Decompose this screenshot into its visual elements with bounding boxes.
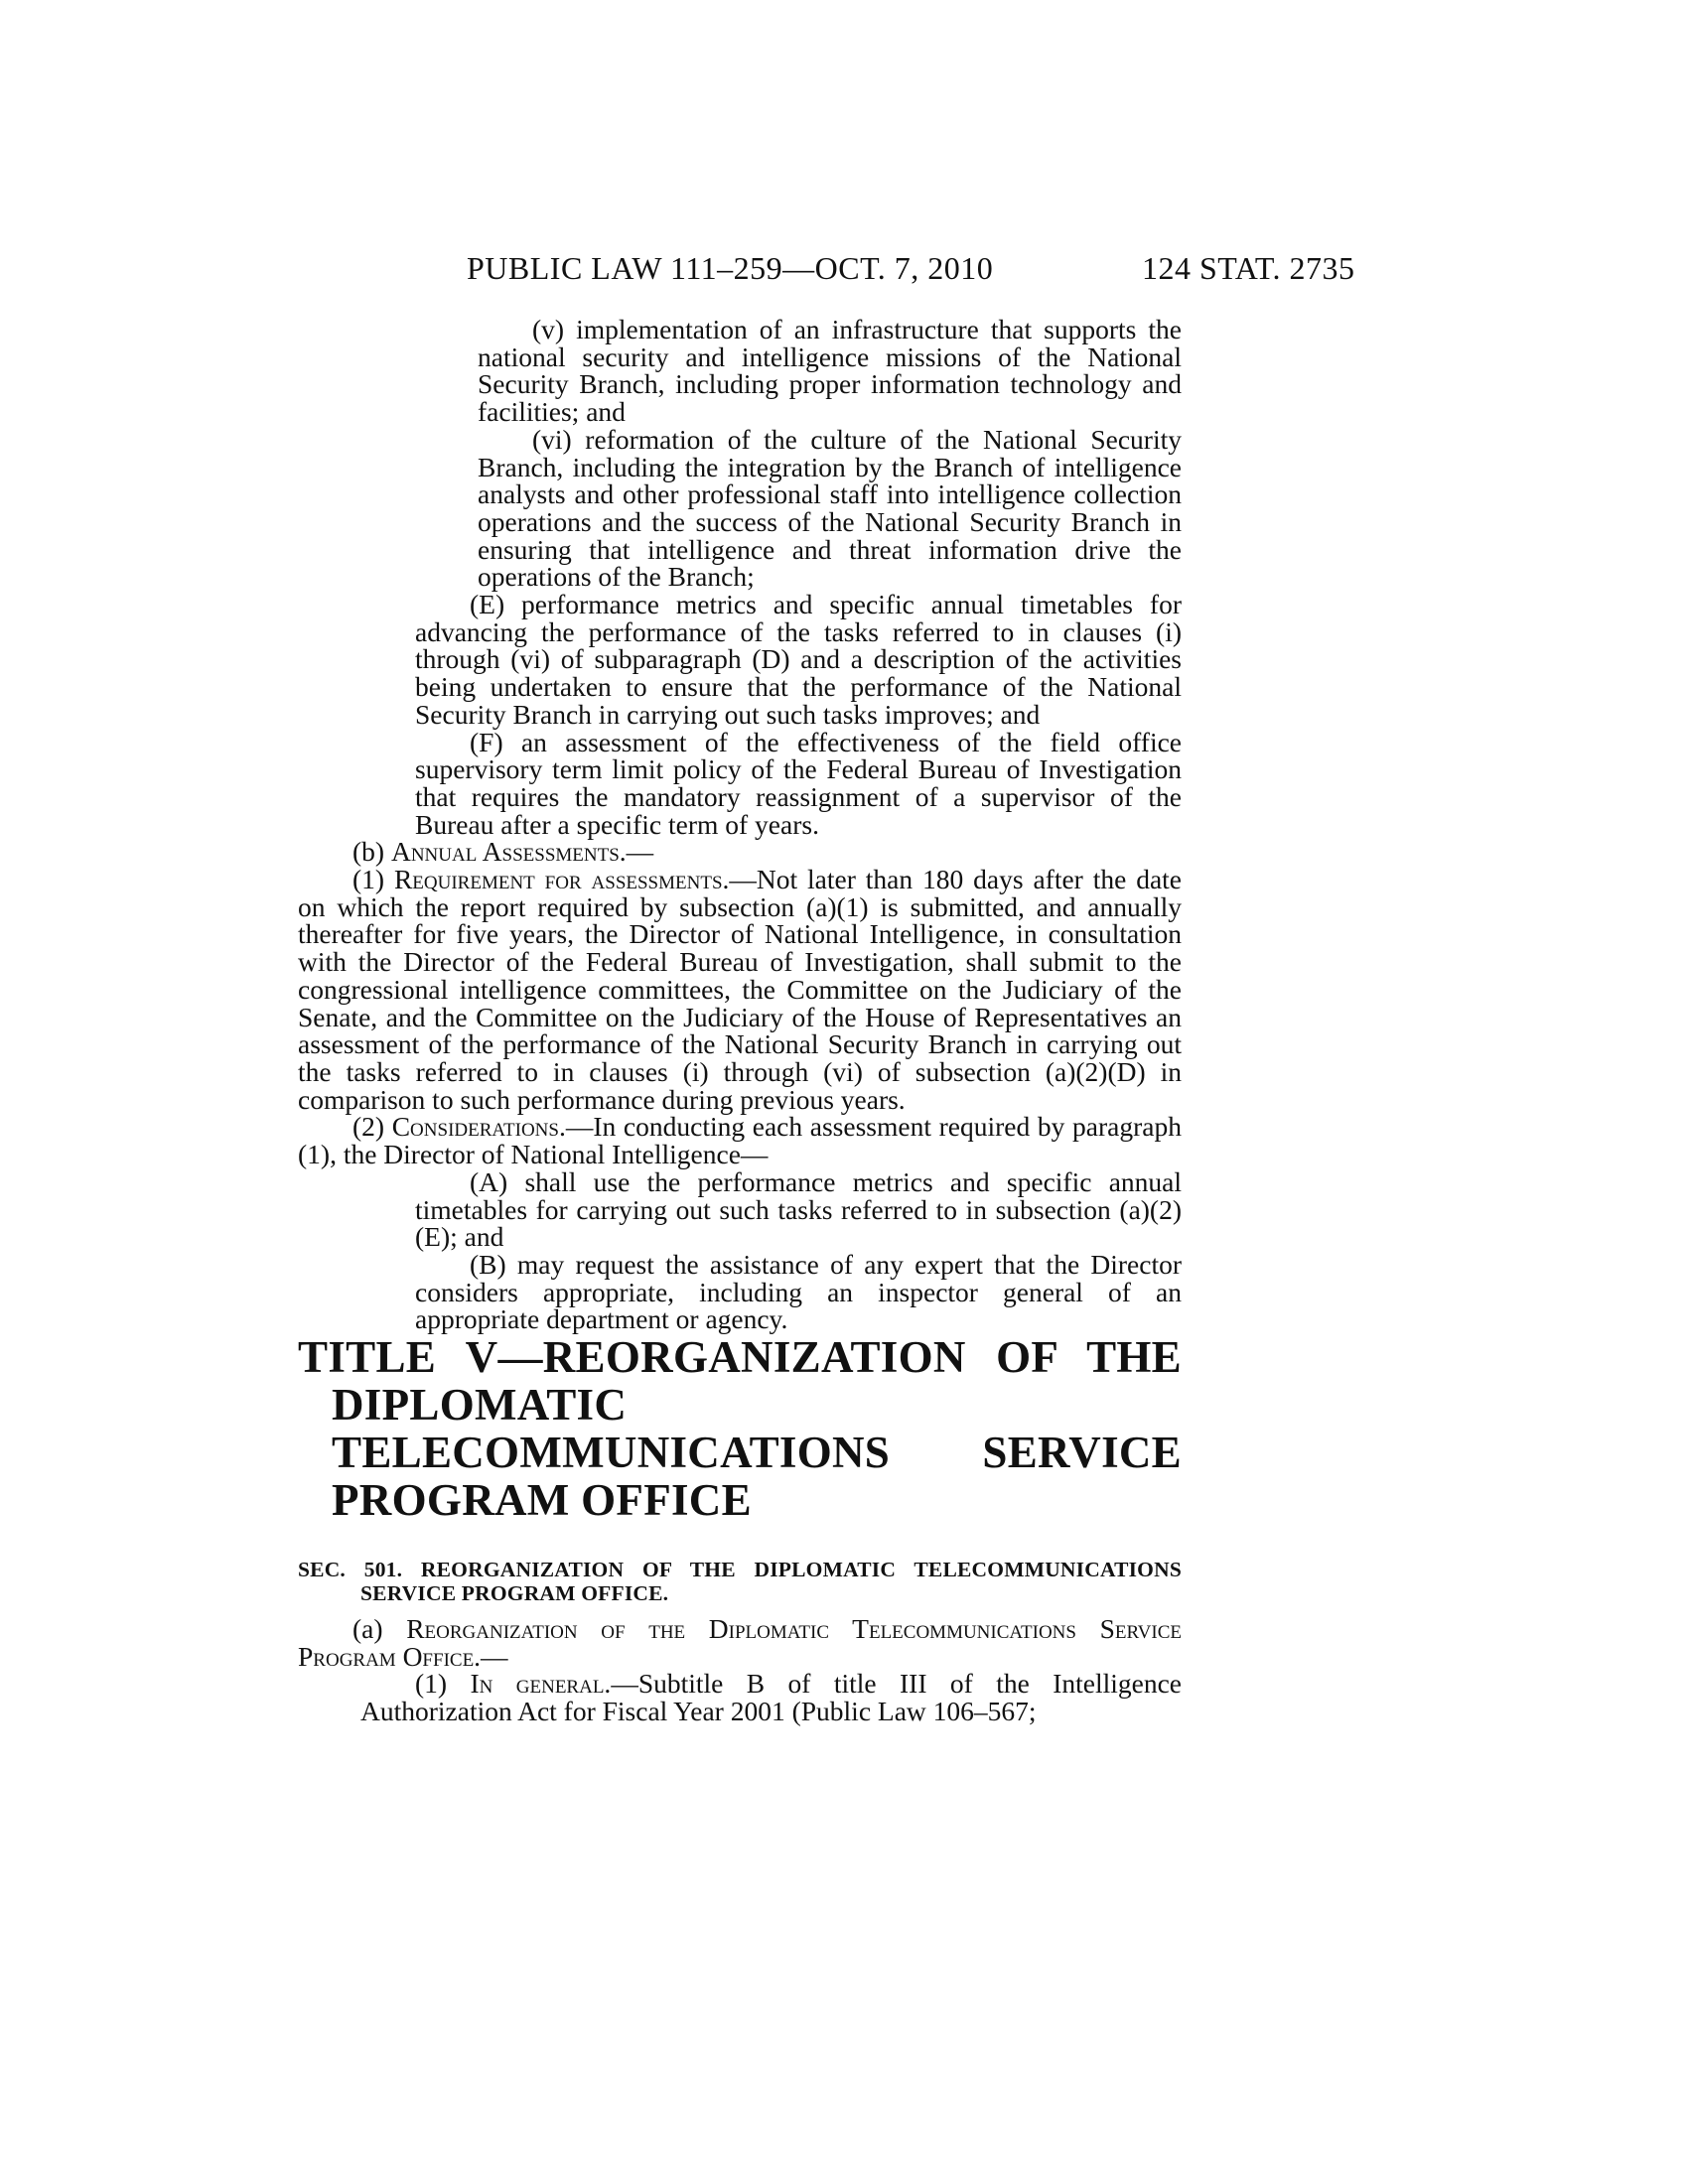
paragraph-1-text: —Not later than 180 days after the date on which the report required by subsection (a)(1) is submitted, and annually thereafter for five years, the Director of National Intelligence, in consultation with the Director of the Federal Bureau of Investigation, shall submit to the congressional intelligence committees, the Committee on the Judiciary of the Senate, and the Committee on the Judiciary of the House of Representatives an assessment of the performance of the National Security Branch in carrying out the tasks referred to in clauses (i) through (vi) of subsection (a)(2)(D) in comparison to such performance during previous years.	[298, 864, 1182, 1115]
paragraph-1-prefix: (1)	[352, 864, 394, 895]
clause-vi: (vi) reformation of the culture of the National Security Branch, including the integration by the Branch of intelligence analysts and other professional staff into intelligence collection operations and the success of the National Security Branch in ensuring that intelligence and threat information drive the operations of the Branch;	[478, 423, 1182, 593]
running-header-left: PUBLIC LAW 111–259—OCT. 7, 2010	[467, 250, 994, 286]
subsection-a-heading: Reorganization of the Diplomatic Telecommunications Service Program Office.—	[298, 1613, 1182, 1672]
subparagraph-A: (A) shall use the performance metrics and specific annual timetables for carrying out such tasks referred to in subsection (a)(2)(E); and	[415, 1165, 1182, 1253]
title-heading: TITLE V—REORGANIZATION OF THE DIPLOMATIC TELECOMMUNICATIONS SERVICE PROGRAM OFFICE	[298, 1332, 1182, 1526]
paragraph-a1-text: —Subtitle B of title III of the Intelligence Authorization Act for Fiscal Year 2001 (Public Law 106–567;	[360, 1668, 1182, 1727]
subsection-b-heading: Annual Assessments.—	[390, 836, 654, 868]
paragraph-2-heading: Considerations.	[391, 1111, 566, 1143]
subparagraph-E: (E) performance metrics and specific annual timetables for advancing the performance of the tasks referred to in clauses (i) through (vi) of subparagraph (D) and a description of the activities being undertaken to ensure that the performance of the National Security Branch in carrying out such tasks improves; and	[415, 589, 1182, 730]
page-number: 124 STAT. 2735	[1142, 250, 1355, 286]
paragraph-2-prefix: (2)	[352, 1111, 392, 1143]
section-heading: SEC. 501. REORGANIZATION OF THE DIPLOMATIC TELECOMMUNICATIONS SERVICE PROGRAM OFFICE.	[298, 1558, 1182, 1606]
paragraph-2	[298, 1111, 1182, 1170]
subsection-a	[298, 1615, 1182, 1670]
paragraph-1	[298, 866, 1182, 1113]
clause-v: (v) implementation of an infrastructure that supports the national security and intelligence missions of the National Security Branch, including proper information technology and facilities; and	[478, 314, 1182, 428]
paragraph-a1	[298, 1668, 1182, 1727]
subsection-b	[298, 838, 1182, 866]
paragraph-2-text: —In conducting each assessment required by paragraph (1), the Director of National Intelligence—	[298, 1111, 1182, 1170]
subsection-b-prefix: (b)	[352, 836, 391, 868]
subparagraph-F: (F) an assessment of the effectiveness of the field office supervisory term limit policy of the Federal Bureau of Investigation that requires the mandatory reassignment of a supervisor of the Bureau after a specific term of years.	[415, 726, 1182, 840]
subparagraph-B: (B) may request the assistance of any expert that the Director considers appropriate, including an inspector general of an appropriate department or agency.	[415, 1248, 1182, 1335]
body-text	[298, 316, 1182, 1725]
paragraph-1-heading: Requirement for assessments.	[393, 864, 730, 895]
paragraph-a1-prefix: (1)	[415, 1668, 471, 1700]
paragraph-a1-heading: In general.	[470, 1668, 612, 1700]
subsection-a-prefix: (a)	[352, 1613, 407, 1645]
